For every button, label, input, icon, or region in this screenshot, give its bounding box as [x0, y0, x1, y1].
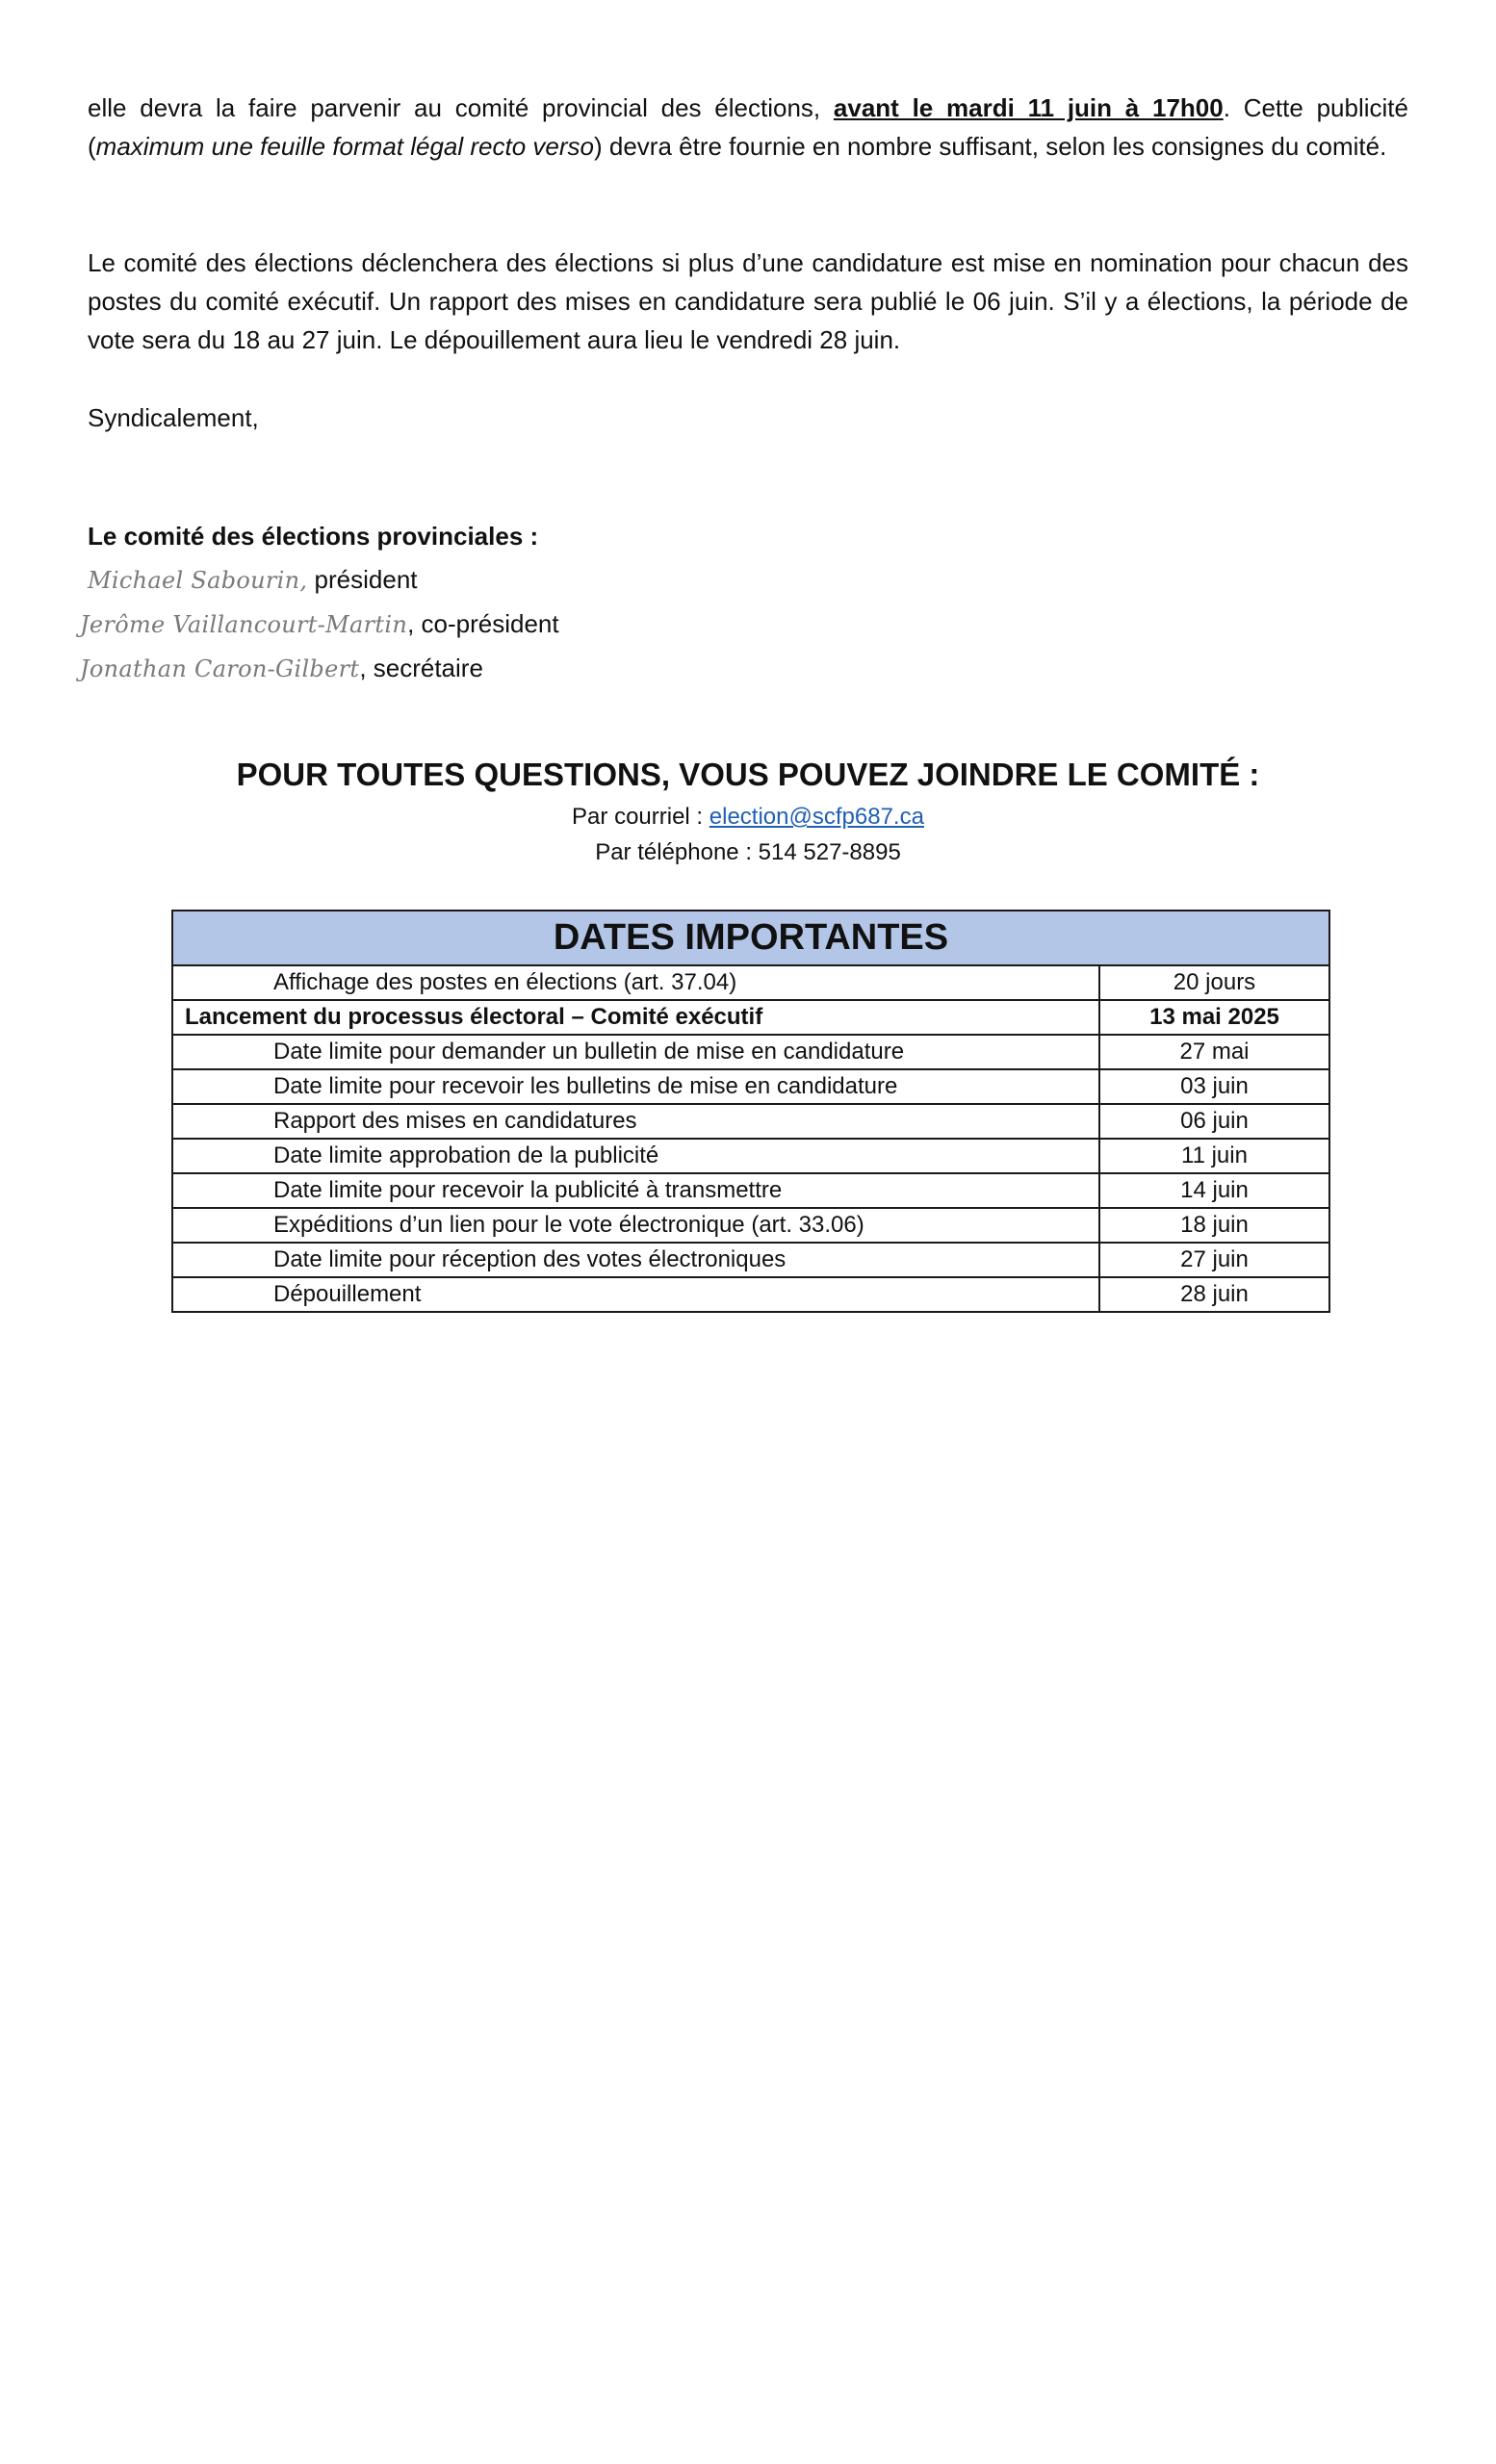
contact-email-line	[0, 799, 1496, 834]
dates-table-body	[172, 965, 1329, 1312]
contact-phone-line: Par téléphone : 514 527-8895	[595, 839, 901, 865]
table-row	[172, 1173, 1329, 1208]
date-label: Date limite pour réception des votes électroniques	[172, 1243, 1099, 1277]
paragraph-election-process: Le comité des élections déclenchera des élections si plus d’une candidature est mise en nomination pour chacun des postes du comité exécutif. Un rapport des mises en candidature sera publié le 06 juin. S’il y a élections, la période de vote sera du 18 au 27 juin. Le dépouillement aura lieu le vendredi 28 juin.	[88, 248, 1408, 354]
paragraph1-part1: elle devra la faire parvenir au comité provincial des élections,	[88, 93, 834, 122]
role-president: président	[307, 565, 418, 594]
email-label: Par courriel :	[572, 804, 709, 830]
role-secretary: , secrétaire	[359, 654, 483, 682]
role-copresident: , co-président	[407, 609, 559, 638]
dates-table-title: DATES IMPORTANTES	[172, 911, 1329, 965]
table-row	[172, 1000, 1329, 1035]
table-row	[172, 1104, 1329, 1139]
paragraph-publicity-deadline	[88, 89, 1408, 166]
table-row	[172, 1243, 1329, 1277]
date-label: Date limite approbation de la publicité	[172, 1139, 1099, 1173]
signature-secretary: Jonathan Caron-Gilbert	[80, 655, 360, 682]
date-label: Date limite pour recevoir les bulletins de mise en candidature	[172, 1069, 1099, 1104]
publicity-deadline: avant le mardi 11 juin à 17h00	[833, 93, 1224, 122]
table-row	[172, 1035, 1329, 1069]
paragraph1-part3: ) devra être fournie en nombre suffisant, selon les consignes du comité.	[594, 132, 1387, 161]
date-label: Dépouillement	[172, 1277, 1099, 1312]
date-label: Date limite pour recevoir la publicité à transmettre	[172, 1173, 1099, 1208]
table-row	[172, 1069, 1329, 1104]
committee-block	[80, 515, 954, 691]
paragraph1-part2: . Cette publicité (	[88, 93, 1408, 161]
dates-table	[171, 910, 1330, 1313]
contact-block	[0, 751, 1496, 870]
table-row	[172, 1208, 1329, 1243]
date-value: 28 juin	[1099, 1277, 1329, 1312]
date-label: Affichage des postes en élections (art. 37.04)	[172, 965, 1099, 1000]
table-row	[172, 965, 1329, 1000]
date-value: 11 juin	[1099, 1139, 1329, 1173]
date-value: 13 mai 2025	[1099, 1000, 1329, 1035]
date-value: 06 juin	[1099, 1104, 1329, 1139]
committee-member-president	[88, 558, 954, 603]
committee-title: Le comité des élections provinciales :	[88, 522, 539, 551]
date-label: Rapport des mises en candidatures	[172, 1104, 1099, 1139]
date-value: 18 juin	[1099, 1208, 1329, 1243]
date-label: Date limite pour demander un bulletin de mise en candidature	[172, 1035, 1099, 1069]
committee-member-copresident	[80, 603, 954, 647]
date-value: 03 juin	[1099, 1069, 1329, 1104]
table-row	[172, 1139, 1329, 1173]
date-value: 27 mai	[1099, 1035, 1329, 1069]
date-value: 14 juin	[1099, 1173, 1329, 1208]
publicity-format-note: maximum une feuille format légal recto verso	[95, 132, 594, 161]
date-label: Lancement du processus électoral – Comité exécutif	[172, 1000, 1099, 1035]
dates-table-header-row	[172, 911, 1329, 965]
date-value: 27 juin	[1099, 1243, 1329, 1277]
email-link[interactable]: election@scfp687.ca	[709, 804, 924, 830]
signature-copresident: Jerôme Vaillancourt-Martin	[80, 611, 408, 638]
date-label: Expéditions d’un lien pour le vote électronique (art. 33.06)	[172, 1208, 1099, 1243]
committee-member-secretary	[80, 647, 954, 691]
contact-title: POUR TOUTES QUESTIONS, VOUS POUVEZ JOINDRE LE COMITÉ :	[236, 757, 1260, 792]
closing-salutation: Syndicalement,	[88, 403, 259, 432]
signature-president: Michael Sabourin,	[88, 567, 308, 594]
date-value: 20 jours	[1099, 965, 1329, 1000]
table-row	[172, 1277, 1329, 1312]
